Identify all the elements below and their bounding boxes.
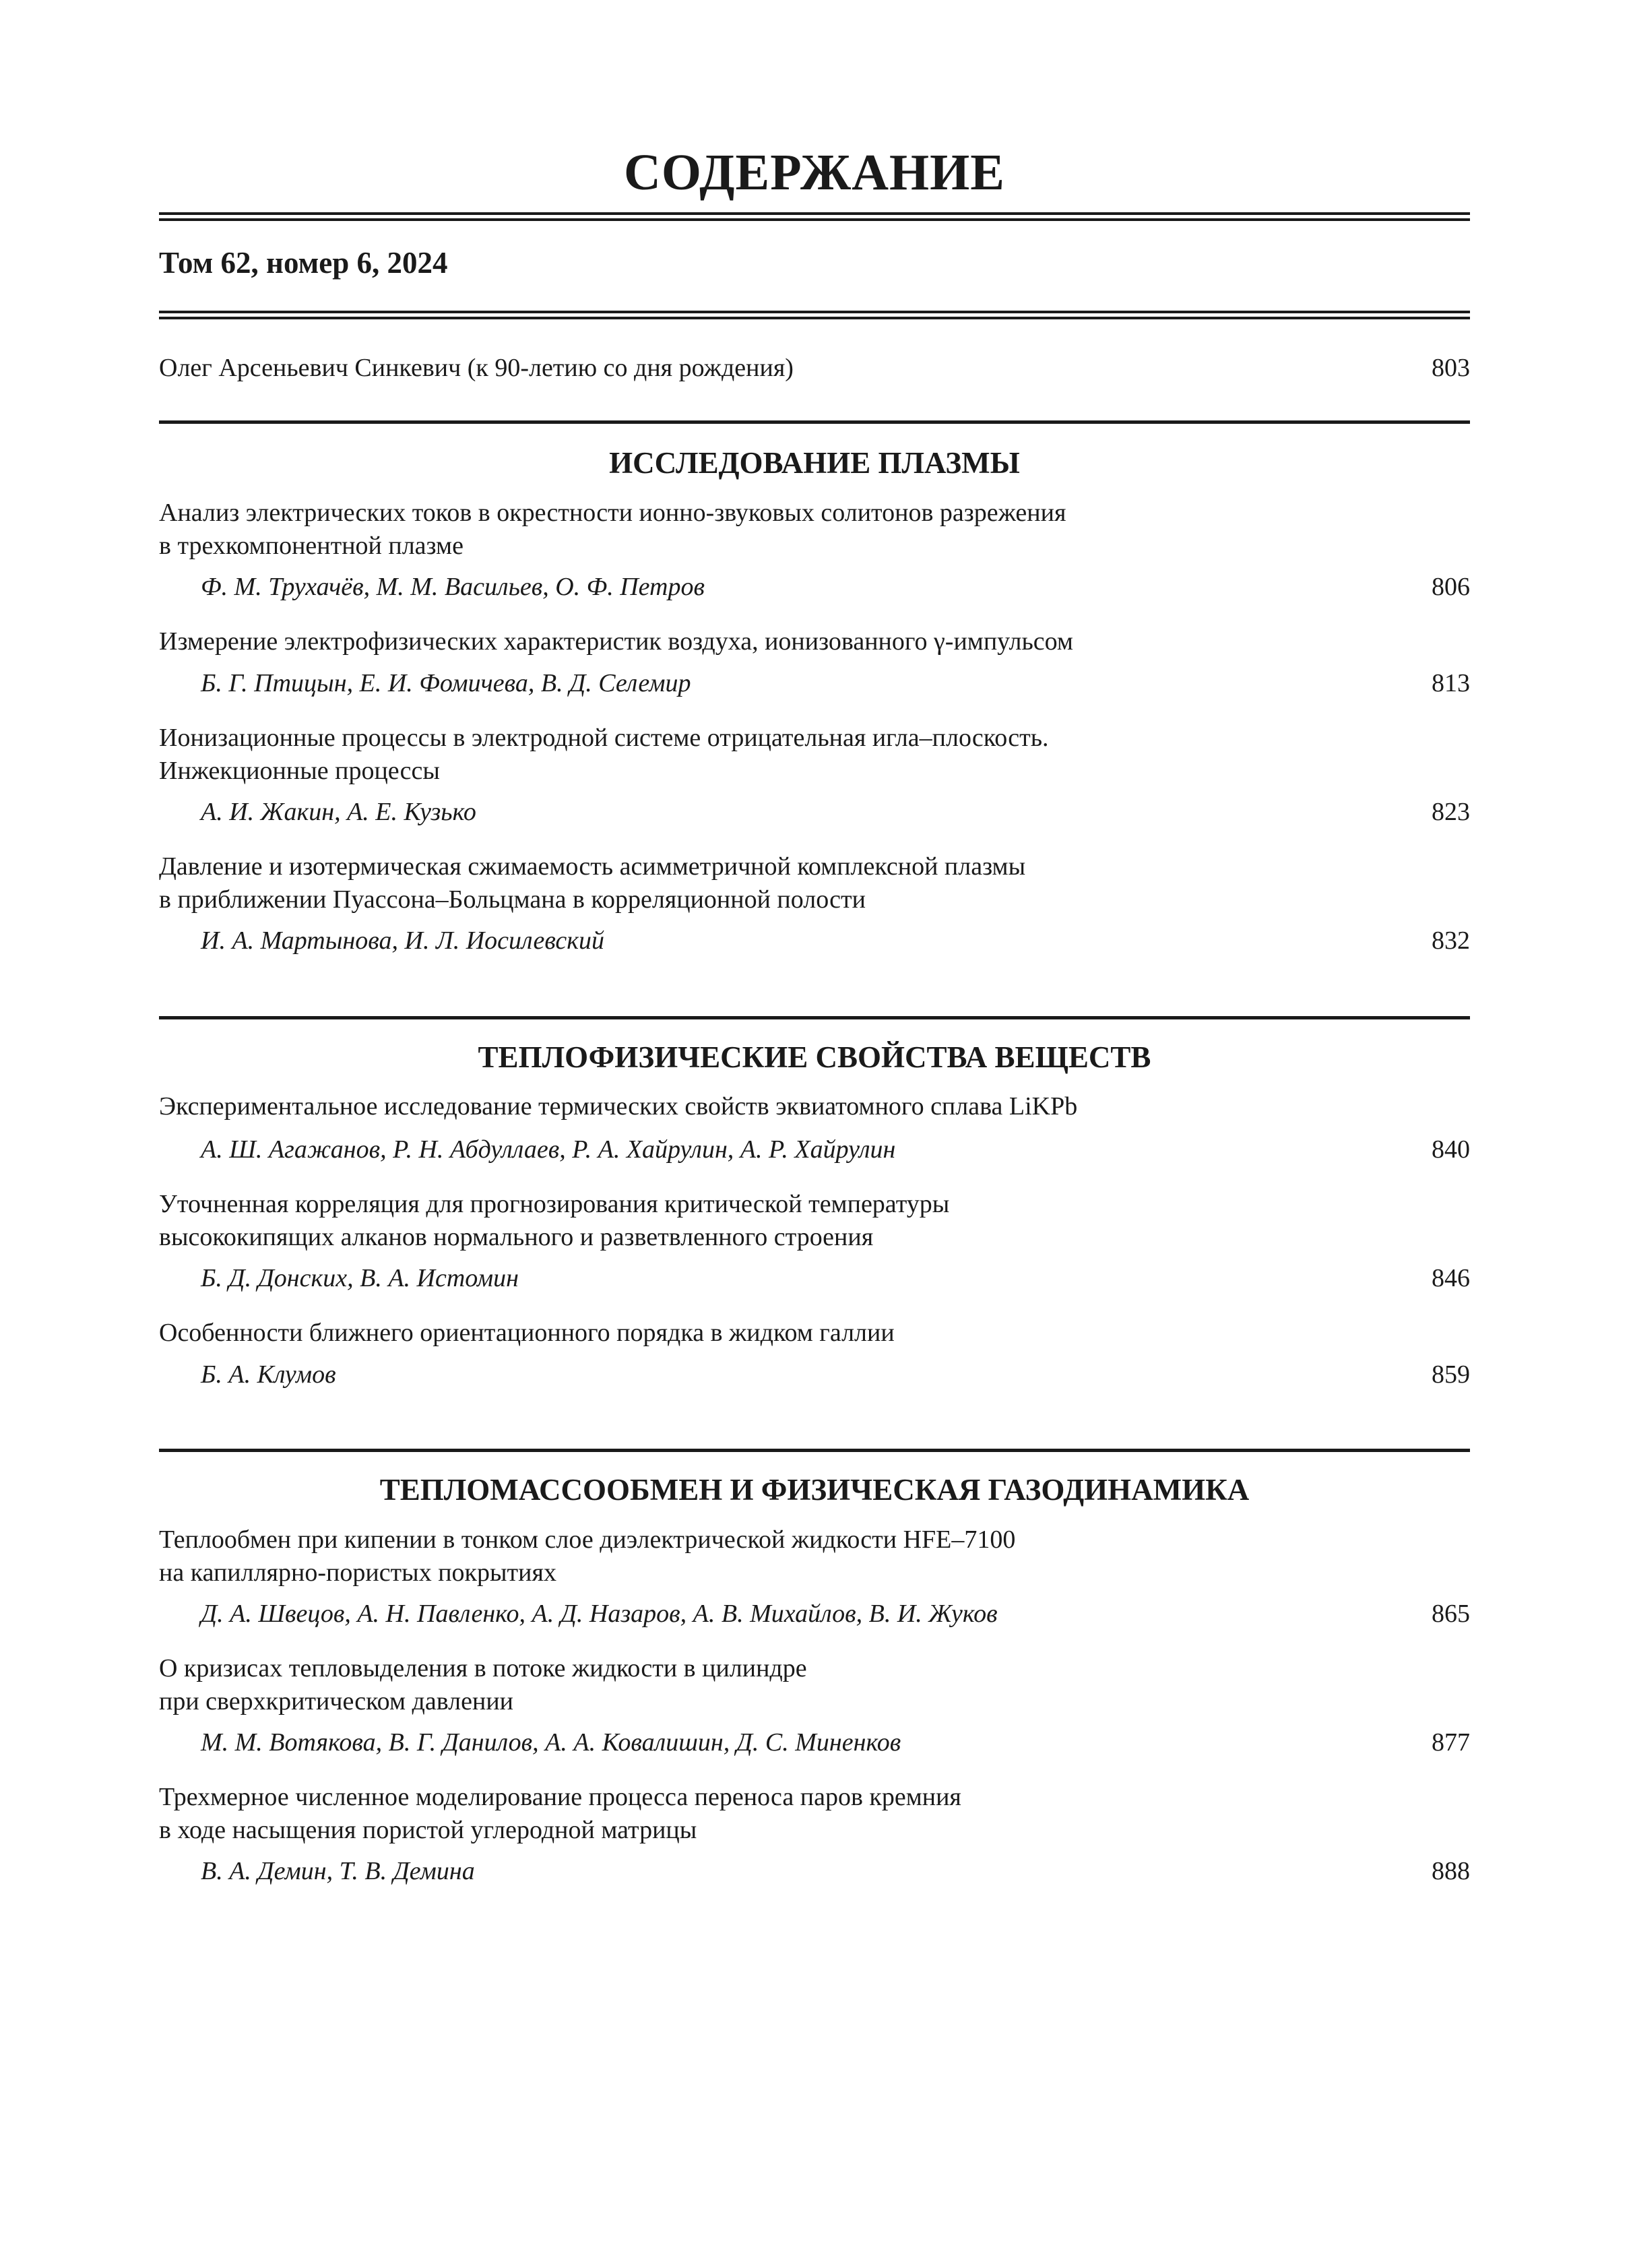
article-title-line: в трехкомпонентной плазме (159, 532, 463, 560)
article-authors: Б. Г. Птицын, Е. И. Фомичева, В. Д. Селемир (201, 669, 691, 697)
article-authors: Б. Д. Донских, В. А. Истомин (201, 1264, 519, 1292)
article-title-line: Уточненная корреляция для прогнозирования критической температуры (159, 1190, 950, 1218)
article-title-line: Экспериментальное исследование термических свойств эквиатомного сплава LiKPb (159, 1092, 1078, 1121)
article-authors: М. М. Вотякова, В. Г. Данилов, А. А. Ковалишин, Д. С. Миненков (201, 1728, 901, 1757)
article-title-line: в приближении Пуассона–Больцмана в корреляционной полости (159, 885, 866, 914)
article-page: 832 (1432, 926, 1470, 955)
article-page: 877 (1432, 1728, 1470, 1757)
section-rule (159, 420, 1470, 424)
article-page: 846 (1432, 1264, 1470, 1292)
article-title-line: Ионизационные процессы в электродной системе отрицательная игла–плоскость. (159, 724, 1049, 752)
article-authors: В. А. Демин, Т. В. Демина (201, 1857, 475, 1885)
intro-title: Олег Арсеньевич Синкевич (к 90-летию со дня рождения) (159, 354, 794, 382)
article-page: 813 (1432, 669, 1470, 697)
article-title-line: О кризисах тепловыделения в потоке жидкости в цилиндре (159, 1654, 807, 1682)
article-authors: Б. А. Клумов (201, 1360, 336, 1389)
article-title-line: в ходе насыщения пористой углеродной матрицы (159, 1816, 697, 1844)
section-heading: ИССЛЕДОВАНИЕ ПЛАЗМЫ (609, 446, 1020, 480)
article-title-line: Трехмерное численное моделирование процесса переноса паров кремния (159, 1783, 961, 1811)
article-page: 823 (1432, 798, 1470, 826)
article-authors: А. Ш. Агажанов, Р. Н. Абдуллаев, Р. А. Хайрулин, А. Р. Хайрулин (201, 1135, 896, 1164)
section-heading: ТЕПЛОФИЗИЧЕСКИЕ СВОЙСТВА ВЕЩЕСТВ (478, 1040, 1151, 1074)
article-authors: Д. А. Швецов, А. Н. Павленко, А. Д. Назаров, А. В. Михайлов, В. И. Жуков (201, 1600, 998, 1628)
article-title-line: при сверхкритическом давлении (159, 1687, 513, 1715)
page-title: СОДЕРЖАНИЕ (624, 144, 1005, 201)
article-title-line: Анализ электрических токов в окрестности ионно-звуковых солитонов разрежения (159, 499, 1066, 527)
article-title-line: высококипящих алканов нормального и разветвленного строения (159, 1223, 874, 1251)
article-title-line: Инжекционные процессы (159, 757, 440, 785)
title-rule (159, 212, 1470, 221)
section-rule (159, 1016, 1470, 1019)
intro-page: 803 (1432, 354, 1470, 382)
article-page: 888 (1432, 1857, 1470, 1885)
section-heading: ТЕПЛОМАССООБМЕН И ФИЗИЧЕСКАЯ ГАЗОДИНАМИКА (379, 1473, 1250, 1507)
article-title-line: Особенности ближнего ориентационного порядка в жидком галлии (159, 1319, 895, 1347)
issue-info: Том 62, номер 6, 2024 (159, 246, 448, 280)
article-page: 859 (1432, 1360, 1470, 1389)
article-page: 806 (1432, 573, 1470, 601)
article-authors: А. И. Жакин, А. Е. Кузько (201, 798, 476, 826)
article-page: 865 (1432, 1600, 1470, 1628)
article-authors: Ф. М. Трухачёв, М. М. Васильев, О. Ф. Петров (201, 573, 705, 601)
article-title-line: Теплообмен при кипении в тонком слое диэлектрической жидкости HFE–7100 (159, 1525, 1016, 1554)
issue-rule (159, 311, 1470, 319)
article-page: 840 (1432, 1135, 1470, 1164)
article-title-line: на капиллярно-пористых покрытиях (159, 1558, 556, 1587)
article-title-line: Давление и изотермическая сжимаемость асимметричной комплексной плазмы (159, 852, 1026, 881)
section-rule (159, 1449, 1470, 1452)
article-authors: И. А. Мартынова, И. Л. Иосилевский (201, 926, 605, 955)
article-title-line: Измерение электрофизических характеристик воздуха, ионизованного γ-импульсом (159, 627, 1073, 656)
